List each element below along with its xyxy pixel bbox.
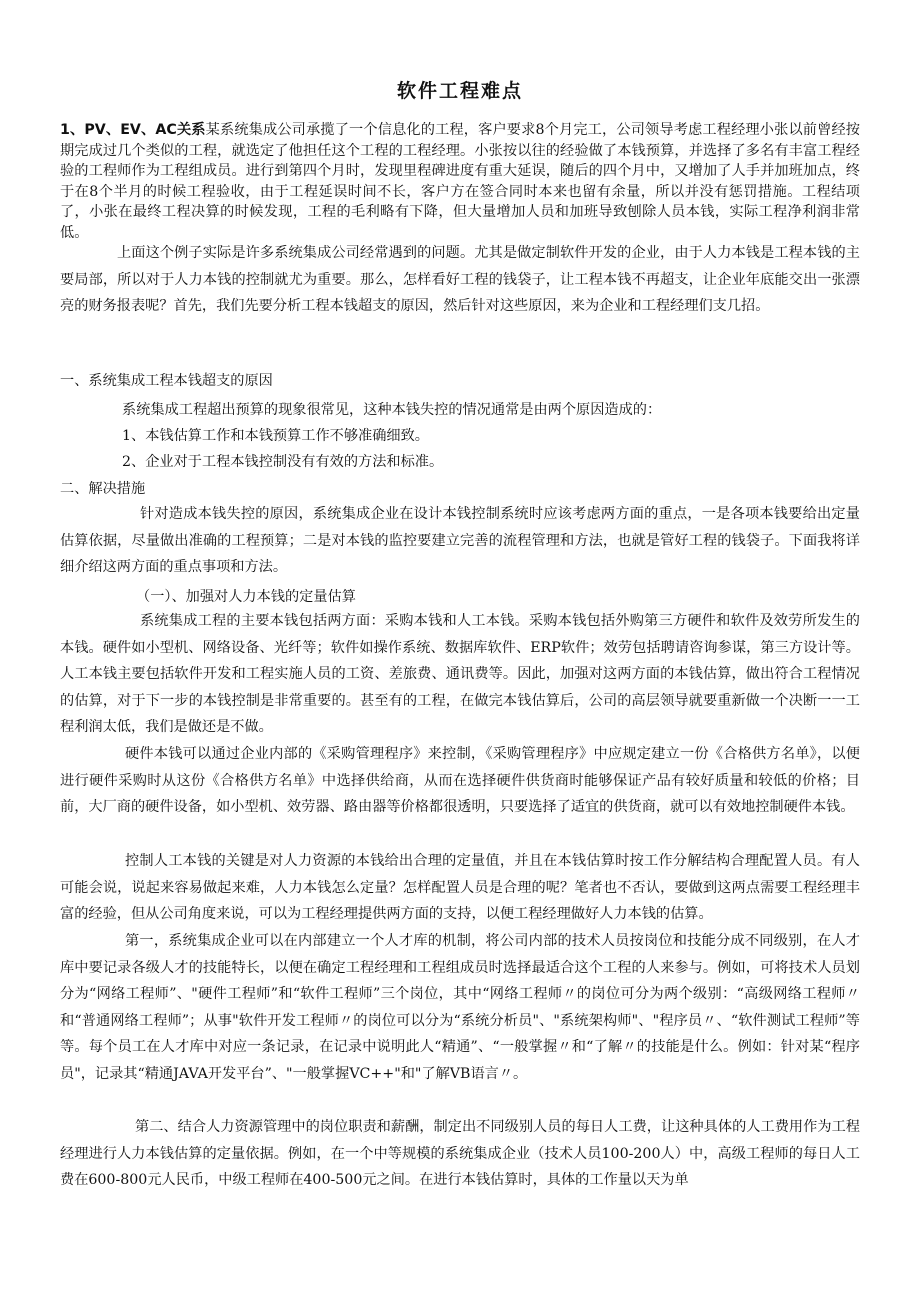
section2-heading: 二、解决措施: [60, 481, 146, 497]
section2-intro-paragraph: 针对造成本钱失控的原因，系统集成企业在设计本钱控制系统时应该考虑两方面的重点，一是各项本钱要给出定量估算依据，尽量做出准确的工程预算；二是对本钱的监控要建立完善的流程管理和方法，也就是管好工程的钱袋子。下面我将详细介绍这两方面的重点事项和方法。: [60, 506, 860, 575]
hardware-cost-paragraph: 硬件本钱可以通过企业内部的《采购管理程序》来控制，《采购管理程序》中应规定建立一份《合格供方名单》，以便进行硬件采购时从这份《合格供方名单》中选择供给商，从而在选择硬件供货商时能够保证产品有较好质量和较低的价格；目前，大厂商的硬件设备，如小型机、效劳器、路由器等价格都很透明，只要选择了适宜的供货商，就可以有效地控制硬件本钱。: [60, 746, 860, 815]
section1-item-1: 1、本钱估算工作和本钱预算工作不够准确细致。: [122, 428, 429, 444]
example-summary-paragraph: 上面这个例子实际是许多系统集成公司经常遇到的问题。尤其是做定制软件开发的企业，由于人力本钱是工程本钱的主要局部，所以对于人力本钱的控制就尤为重要。那么，怎样看好工程的钱袋子，让工程本钱不再超支，让企业年底能交出一张漂亮的财务报表呢？首先，我们先要分析工程本钱超支的原因，然后针对这些原因，来为企业和工程经理们支几招。: [60, 245, 860, 314]
subsection1-heading: （一）、加强对人力本钱的定量估算: [136, 589, 356, 605]
cost-components-paragraph: 系统集成工程的主要本钱包括两方面：采购本钱和人工本钱。采购本钱包括外购第三方硬件和软件及效劳所发生的本钱。硬件如小型机、网络设备、光纤等；软件如操作系统、数据库软件、ERP软件；效劳包括聘请咨询参谋，第三方设计等。人工本钱主要包括软件开发和工程实施人员的工资、差旅费、通讯费等。因此，加强对这两方面的本钱估算，做出符合工程情况的估算，对于下一步的本钱控制是非常重要的。甚至有的工程，在做完本钱估算后，公司的高层领导就要重新做一个决断一一工程利润太低，我们是做还是不做。: [60, 613, 860, 735]
talent-pool-paragraph: 第一，系统集成企业可以在内部建立一个人才库的机制，将公司内部的技术人员按岗位和技能分成不同级别，在人才库中要记录各级人才的技能特长，以便在确定工程经理和工程组成员时选择最适合这个工程的人来参与。例如，可将技术人员划分为“网络工程师”、"硬件工程师”和“软件工程师”三个岗位，其中“网络工程师〃的岗位可分为两个级别：“高级网络工程师〃和“普通网络工程师”；从事"软件开发工程师〃的岗位可以分为“系统分析员"、"系统架构师"、"程序员〃、“软件测试工程师”等等。每个员工在人才库中对应一条记录，在记录中说明此人“精通”、“一般掌握〃和“了解〃的技能是什么。例如：针对某“程序员"，记录其“精通JAVA开发平台”、"一般掌握VC++"和"了解VB语言〃。: [60, 933, 860, 1082]
document-title: 软件工程难点: [396, 80, 523, 102]
section1-intro: 系统集成工程超出预算的现象很常见，这种本钱失控的情况通常是由两个原因造成的：: [122, 402, 662, 418]
intro-text: 某系统集成公司承揽了一个信息化的工程，客户要求8个月完工，公司领导考虑工程经理小张以前曾经按期完成过几个类似的工程，就选定了他担任这个工程的工程经理。小张按以往的经验做了本钱预算，并选择了多名有丰富工程经验的工程师作为工程组成员。进行到第四个月时，发现里程碑进度有重大延误，随后的四个月中，又增加了人手并加班加点，终于在8个半月的时候工程验收，由于工程延误时间不长，客户方在签合同时本来也留有余量，所以并没有惩罚措施。工程结项了，小张在最终工程决算的时候发现，工程的毛利略有下降，但大量增加人员和加班导致刨除人员本钱，实际工程净利润非常低。: [60, 122, 860, 241]
intro-paragraph: [60, 120, 860, 243]
daily-labor-rate-paragraph: 第二、结合人力资源管理中的岗位职责和薪酬，制定出不同级别人员的每日人工费，让这种具体的人工费用作为工程经理进行人力本钱估算的定量依据。例如，在一个中等规模的系统集成企业（技术人员100-200人）中，高级工程师的每日人工费在600-800元人民币，中级工程师在400-500元之间。在进行本钱估算时，具体的工作量以天为单: [60, 1119, 860, 1188]
labor-cost-paragraph: 控制人工本钱的关键是对人力资源的本钱给出合理的定量值，并且在本钱估算时按工作分解结构合理配置人员。有人可能会说，说起来容易做起来难，人力本钱怎么定量？怎样配置人员是合理的呢？笔者也不否认，要做到这两点需要工程经理丰富的经验，但从公司角度来说，可以为工程经理提供两方面的支持，以便工程经理做好人力本钱的估算。: [60, 853, 860, 922]
intro-lead-heading: 1、PV、EV、AC关系: [60, 122, 206, 138]
section1-item-2: 2、企业对于工程本钱控制没有有效的方法和标准。: [122, 454, 444, 470]
section1-heading: 一、系统集成工程本钱超支的原因: [60, 373, 273, 389]
